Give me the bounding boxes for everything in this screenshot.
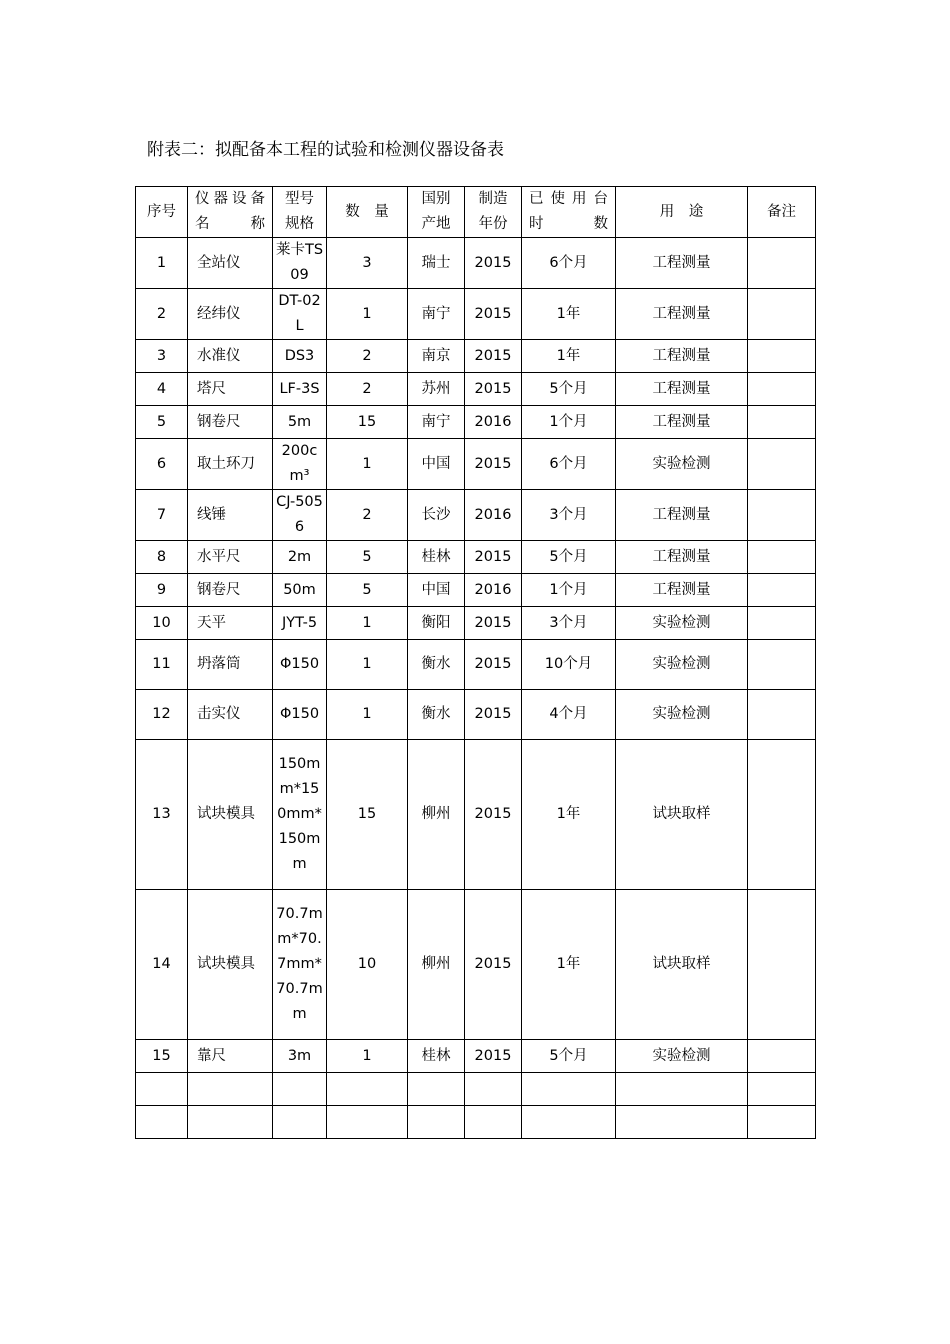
cell-model: CJ-5056 — [273, 490, 327, 541]
cell-year: 2015 — [465, 690, 522, 740]
header-origin: 国别 产地 — [408, 187, 465, 238]
cell-name: 线锤 — [188, 490, 273, 541]
cell-used: 1个月 — [522, 406, 616, 439]
cell-no: 7 — [136, 490, 188, 541]
cell-used: 1年 — [522, 740, 616, 890]
cell-origin: 中国 — [408, 574, 465, 607]
table-row — [136, 406, 816, 439]
cell-qty — [327, 1073, 408, 1106]
cell-qty: 10 — [327, 890, 408, 1040]
cell-remark — [748, 340, 816, 373]
header-year: 制造 年份 — [465, 187, 522, 238]
cell-purpose: 工程测量 — [616, 541, 748, 574]
cell-qty — [327, 1106, 408, 1139]
cell-no: 2 — [136, 289, 188, 340]
cell-remark — [748, 690, 816, 740]
cell-used: 5个月 — [522, 1040, 616, 1073]
cell-used: 4个月 — [522, 690, 616, 740]
cell-model: 200cm³ — [273, 439, 327, 490]
cell-model: 3m — [273, 1040, 327, 1073]
cell-origin: 衡阳 — [408, 607, 465, 640]
cell-purpose: 试块取样 — [616, 740, 748, 890]
cell-purpose: 工程测量 — [616, 340, 748, 373]
cell-origin: 苏州 — [408, 373, 465, 406]
header-purpose: 用 途 — [616, 187, 748, 238]
cell-qty: 2 — [327, 340, 408, 373]
cell-model — [273, 1106, 327, 1139]
cell-no: 5 — [136, 406, 188, 439]
cell-no: 9 — [136, 574, 188, 607]
table-row — [136, 1040, 816, 1073]
cell-origin: 柳州 — [408, 890, 465, 1040]
cell-no: 15 — [136, 1040, 188, 1073]
table-row — [136, 740, 816, 890]
cell-remark — [748, 541, 816, 574]
cell-model: 150mm*150mm*150mm — [273, 740, 327, 890]
cell-year: 2015 — [465, 439, 522, 490]
cell-remark — [748, 1040, 816, 1073]
cell-purpose: 工程测量 — [616, 289, 748, 340]
cell-purpose — [616, 1073, 748, 1106]
cell-no: 8 — [136, 541, 188, 574]
cell-used: 1年 — [522, 289, 616, 340]
cell-purpose: 工程测量 — [616, 574, 748, 607]
cell-remark — [748, 490, 816, 541]
cell-no: 14 — [136, 890, 188, 1040]
cell-purpose: 实验检测 — [616, 640, 748, 690]
cell-used: 10个月 — [522, 640, 616, 690]
cell-no: 1 — [136, 238, 188, 289]
cell-used: 1年 — [522, 890, 616, 1040]
cell-purpose: 实验检测 — [616, 607, 748, 640]
cell-remark — [748, 238, 816, 289]
cell-origin: 南宁 — [408, 289, 465, 340]
cell-origin: 桂林 — [408, 541, 465, 574]
cell-year: 2015 — [465, 890, 522, 1040]
cell-no: 13 — [136, 740, 188, 890]
cell-year: 2015 — [465, 289, 522, 340]
cell-origin: 桂林 — [408, 1040, 465, 1073]
cell-no — [136, 1073, 188, 1106]
cell-purpose: 工程测量 — [616, 406, 748, 439]
cell-name: 取土环刀 — [188, 439, 273, 490]
cell-no: 10 — [136, 607, 188, 640]
cell-name: 坍落筒 — [188, 640, 273, 690]
cell-origin: 柳州 — [408, 740, 465, 890]
cell-remark — [748, 289, 816, 340]
cell-model: Φ150 — [273, 640, 327, 690]
cell-qty: 1 — [327, 607, 408, 640]
cell-qty: 1 — [327, 1040, 408, 1073]
cell-qty: 2 — [327, 490, 408, 541]
cell-name: 天平 — [188, 607, 273, 640]
cell-qty: 1 — [327, 439, 408, 490]
cell-origin — [408, 1073, 465, 1106]
table-row — [136, 607, 816, 640]
cell-year: 2015 — [465, 238, 522, 289]
cell-name: 水平尺 — [188, 541, 273, 574]
cell-name: 塔尺 — [188, 373, 273, 406]
equipment-table — [135, 186, 816, 1139]
cell-qty: 1 — [327, 289, 408, 340]
cell-remark — [748, 373, 816, 406]
cell-purpose: 实验检测 — [616, 1040, 748, 1073]
table-row — [136, 490, 816, 541]
cell-used: 6个月 — [522, 238, 616, 289]
cell-no: 4 — [136, 373, 188, 406]
table-row — [136, 340, 816, 373]
cell-no — [136, 1106, 188, 1139]
cell-used: 1个月 — [522, 574, 616, 607]
cell-year: 2015 — [465, 640, 522, 690]
cell-qty: 2 — [327, 373, 408, 406]
cell-remark — [748, 439, 816, 490]
cell-qty: 1 — [327, 640, 408, 690]
cell-model: 5m — [273, 406, 327, 439]
cell-name: 钢卷尺 — [188, 406, 273, 439]
header-name: 仪器设备 名 称 — [188, 187, 273, 238]
cell-remark — [748, 574, 816, 607]
cell-origin: 衡水 — [408, 690, 465, 740]
cell-model: LF-3S — [273, 373, 327, 406]
cell-year: 2015 — [465, 541, 522, 574]
cell-name: 试块模具 — [188, 740, 273, 890]
cell-year: 2016 — [465, 574, 522, 607]
table-row — [136, 289, 816, 340]
cell-used — [522, 1073, 616, 1106]
cell-remark — [748, 1106, 816, 1139]
cell-name: 钢卷尺 — [188, 574, 273, 607]
cell-model: 70.7mm*70.7mm*70.7mm — [273, 890, 327, 1040]
cell-used: 5个月 — [522, 373, 616, 406]
cell-purpose — [616, 1106, 748, 1139]
cell-model: Φ150 — [273, 690, 327, 740]
cell-remark — [748, 640, 816, 690]
cell-used: 6个月 — [522, 439, 616, 490]
cell-no: 3 — [136, 340, 188, 373]
cell-purpose: 实验检测 — [616, 690, 748, 740]
table-header-row — [136, 187, 816, 238]
cell-used: 5个月 — [522, 541, 616, 574]
cell-model: 50m — [273, 574, 327, 607]
cell-year: 2015 — [465, 607, 522, 640]
cell-origin: 瑞士 — [408, 238, 465, 289]
table-row — [136, 1106, 816, 1139]
table-row — [136, 373, 816, 406]
cell-origin — [408, 1106, 465, 1139]
cell-used: 1年 — [522, 340, 616, 373]
cell-year: 2015 — [465, 740, 522, 890]
table-row — [136, 238, 816, 289]
cell-qty: 1 — [327, 690, 408, 740]
cell-year: 2016 — [465, 406, 522, 439]
cell-qty: 3 — [327, 238, 408, 289]
cell-remark — [748, 1073, 816, 1106]
cell-purpose: 实验检测 — [616, 439, 748, 490]
cell-remark — [748, 607, 816, 640]
cell-used: 3个月 — [522, 607, 616, 640]
cell-qty: 5 — [327, 541, 408, 574]
cell-model: 2m — [273, 541, 327, 574]
cell-year: 2015 — [465, 1040, 522, 1073]
header-qty: 数 量 — [327, 187, 408, 238]
cell-remark — [748, 890, 816, 1040]
cell-origin: 中国 — [408, 439, 465, 490]
cell-year: 2015 — [465, 340, 522, 373]
cell-name: 试块模具 — [188, 890, 273, 1040]
cell-name: 靠尺 — [188, 1040, 273, 1073]
cell-qty: 15 — [327, 740, 408, 890]
cell-remark — [748, 406, 816, 439]
header-no: 序号 — [136, 187, 188, 238]
cell-name — [188, 1073, 273, 1106]
table-row — [136, 574, 816, 607]
cell-origin: 南京 — [408, 340, 465, 373]
cell-remark — [748, 740, 816, 890]
cell-purpose: 工程测量 — [616, 490, 748, 541]
cell-year — [465, 1106, 522, 1139]
cell-name: 水准仪 — [188, 340, 273, 373]
header-used: 已使用台 时 数 — [522, 187, 616, 238]
table-row — [136, 439, 816, 490]
cell-model: DS3 — [273, 340, 327, 373]
cell-model: JYT-5 — [273, 607, 327, 640]
cell-no: 12 — [136, 690, 188, 740]
cell-origin: 南宁 — [408, 406, 465, 439]
cell-no: 6 — [136, 439, 188, 490]
cell-used — [522, 1106, 616, 1139]
cell-qty: 5 — [327, 574, 408, 607]
cell-purpose: 试块取样 — [616, 890, 748, 1040]
page-title: 附表二：拟配备本工程的试验和检测仪器设备表 — [147, 140, 504, 160]
cell-year: 2016 — [465, 490, 522, 541]
header-model: 型号 规格 — [273, 187, 327, 238]
cell-name: 全站仪 — [188, 238, 273, 289]
cell-name: 击实仪 — [188, 690, 273, 740]
table-row — [136, 690, 816, 740]
cell-year: 2015 — [465, 373, 522, 406]
cell-origin: 长沙 — [408, 490, 465, 541]
cell-name: 经纬仪 — [188, 289, 273, 340]
cell-year — [465, 1073, 522, 1106]
cell-purpose: 工程测量 — [616, 373, 748, 406]
cell-model: 莱卡TS09 — [273, 238, 327, 289]
table-row — [136, 890, 816, 1040]
header-remark: 备注 — [748, 187, 816, 238]
cell-name — [188, 1106, 273, 1139]
table-row — [136, 640, 816, 690]
cell-purpose: 工程测量 — [616, 238, 748, 289]
cell-origin: 衡水 — [408, 640, 465, 690]
cell-model: DT-02L — [273, 289, 327, 340]
cell-no: 11 — [136, 640, 188, 690]
cell-used: 3个月 — [522, 490, 616, 541]
cell-model — [273, 1073, 327, 1106]
cell-qty: 15 — [327, 406, 408, 439]
table-row — [136, 541, 816, 574]
table-row — [136, 1073, 816, 1106]
